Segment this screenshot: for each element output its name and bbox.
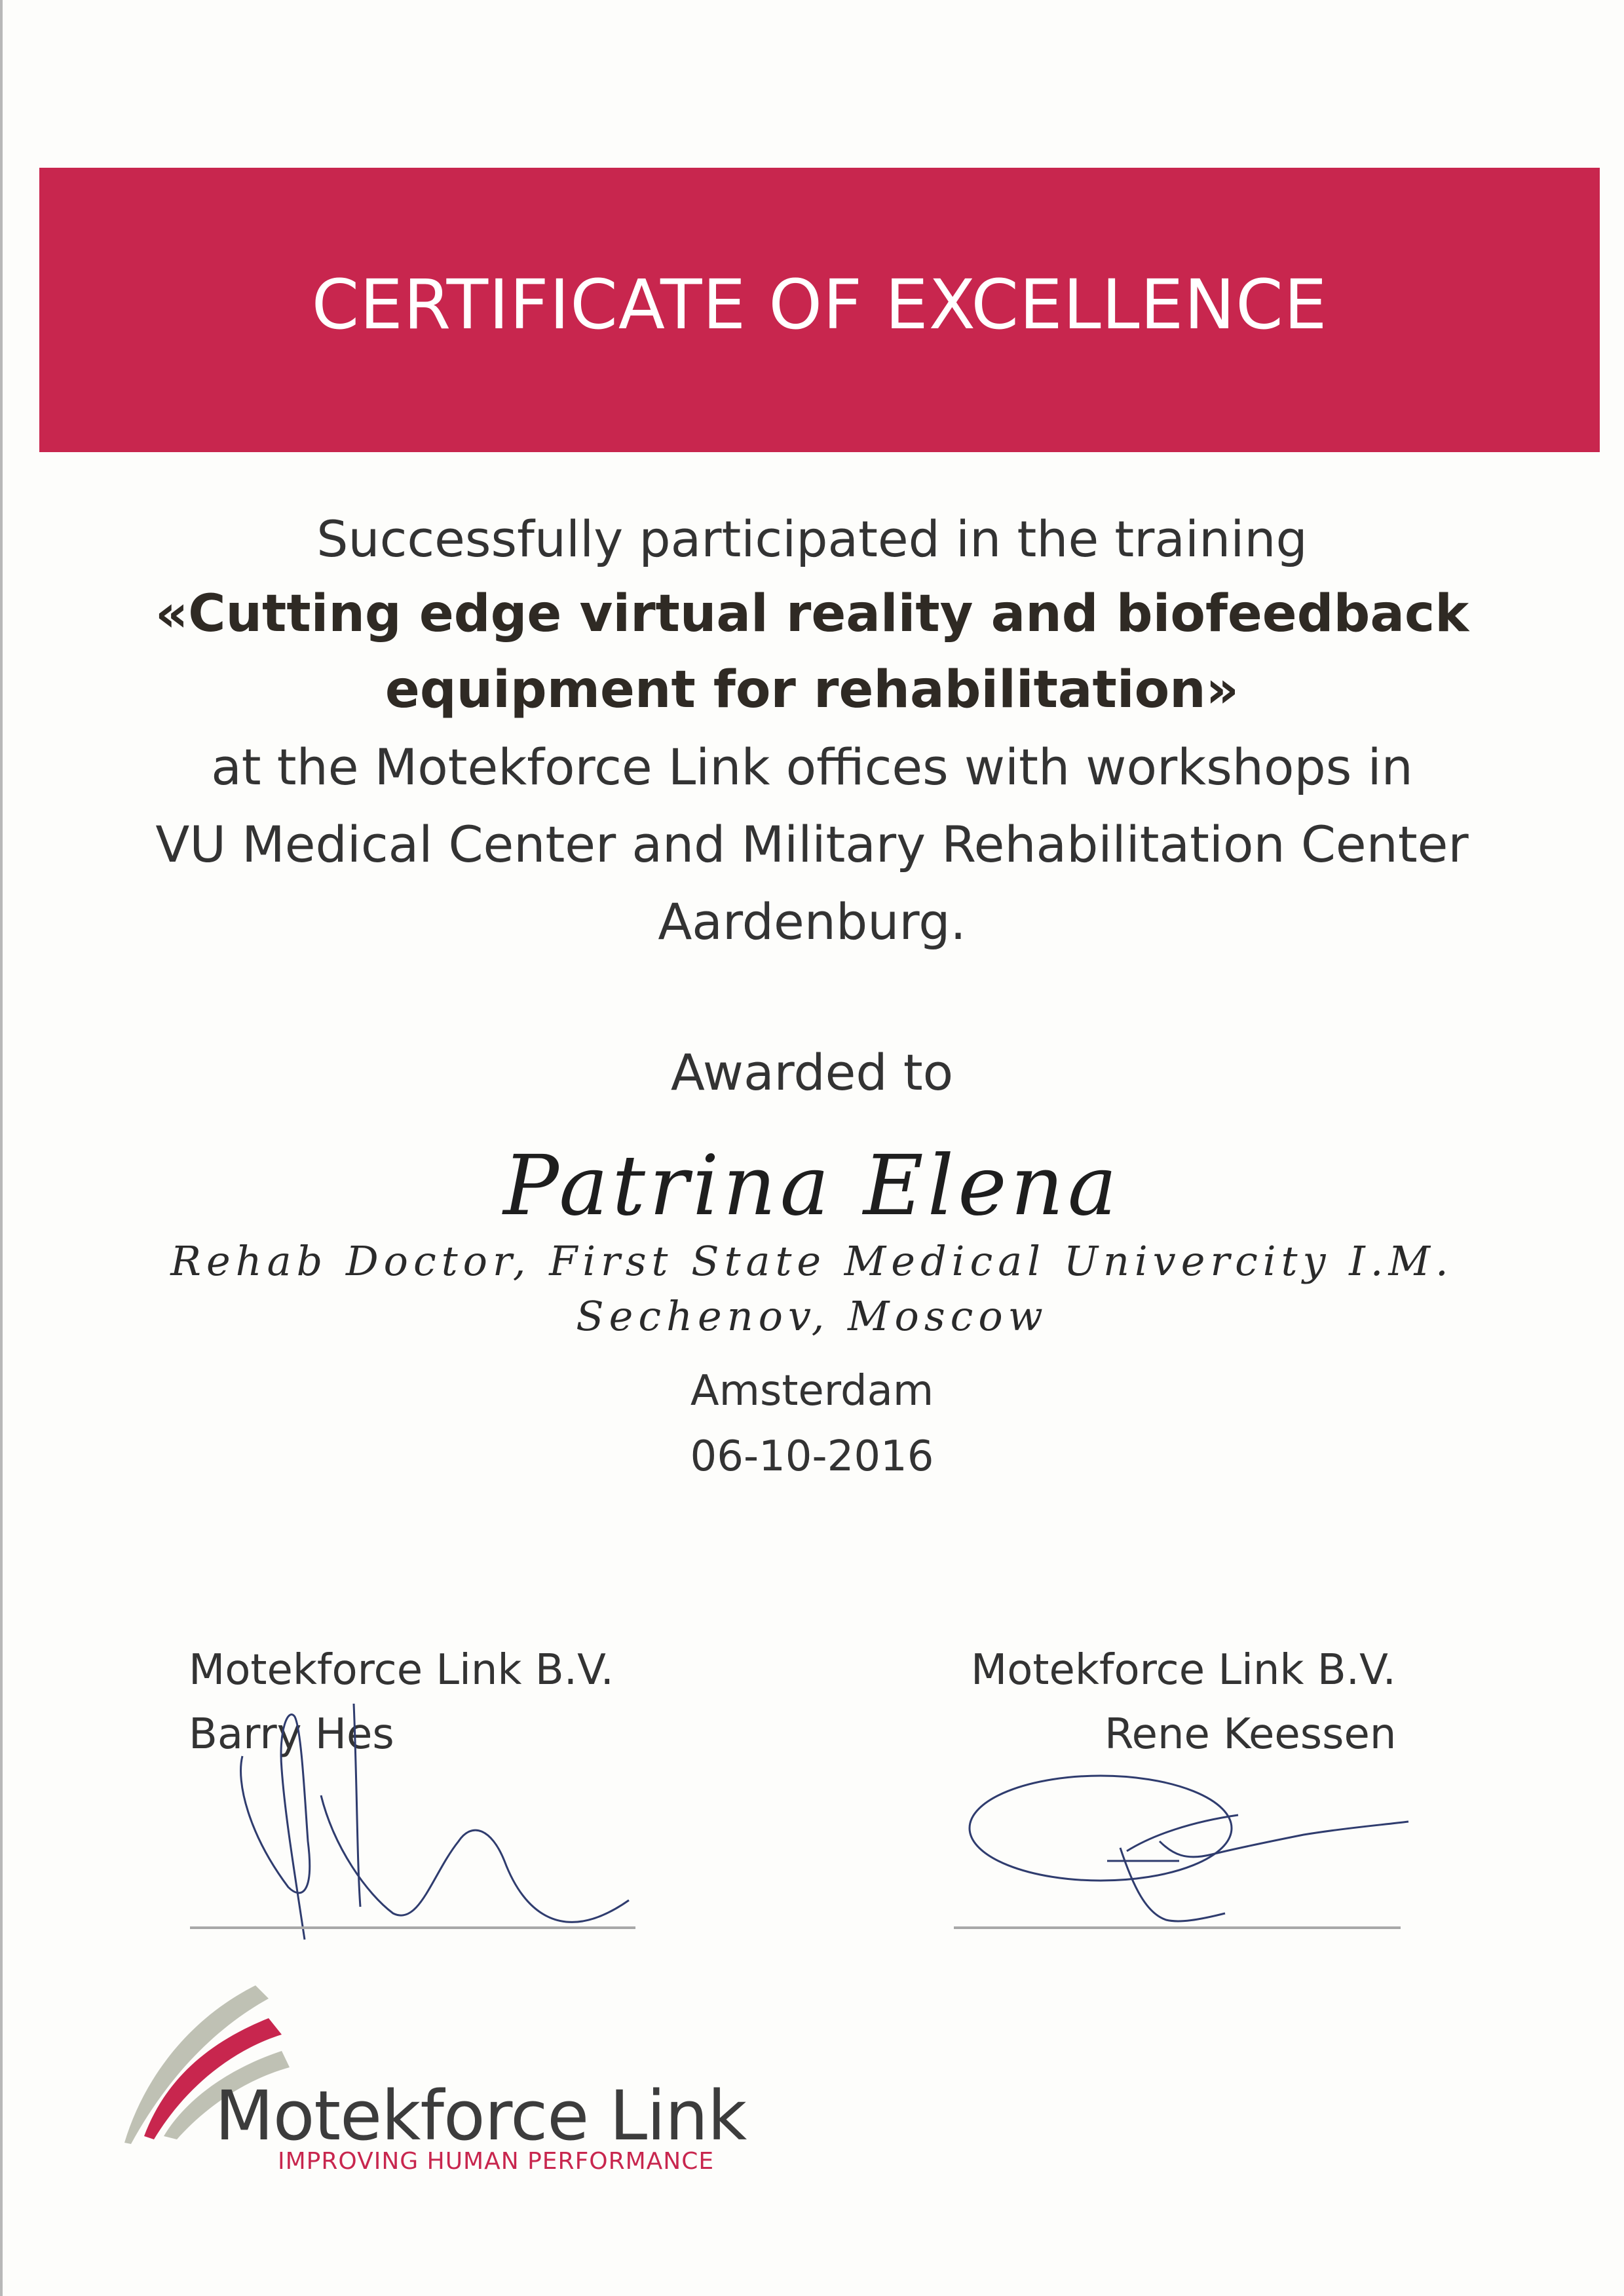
right-signature xyxy=(963,1756,1415,1926)
awarded-label: Awarded to xyxy=(670,1043,954,1101)
location-text-line1: at the Motekforce Link offices with workshops in xyxy=(211,738,1413,796)
recipient-position-line2: Sechenov, Moscow xyxy=(576,1292,1048,1340)
right-signatory-name: Rene Keessen xyxy=(1105,1710,1397,1759)
logo-tagline: IMPROVING HUMAN PERFORMANCE xyxy=(278,2148,715,2175)
issue-date: 06-10-2016 xyxy=(690,1432,934,1481)
title-banner xyxy=(39,168,1600,452)
issue-city: Amsterdam xyxy=(690,1367,934,1415)
right-signatory-company: Motekforce Link B.V. xyxy=(971,1646,1396,1694)
training-title-line1: «Cutting edge virtual reality and biofeedback xyxy=(155,584,1469,643)
location-text-line2: VU Medical Center and Military Rehabilitation Center xyxy=(155,815,1469,873)
left-signature xyxy=(223,1677,655,1953)
recipient-position-line1: Rehab Doctor, First State Medical Univercity I.M. xyxy=(170,1237,1454,1285)
logo-wordmark: Motekforce Link xyxy=(215,2076,747,2156)
location-text-line3: Aardenburg. xyxy=(658,892,966,951)
recipient-name: Patrina Elena xyxy=(503,1138,1121,1234)
left-signature-line xyxy=(190,1926,635,1929)
participation-text: Successfully participated in the training xyxy=(316,510,1308,568)
left-signatory-name: Barry Hes xyxy=(189,1710,394,1759)
training-title-line2: equipment for rehabilitation» xyxy=(385,660,1239,719)
certificate-title: CERTIFICATE OF EXCELLENCE xyxy=(311,265,1328,345)
right-signature-line xyxy=(954,1926,1401,1929)
left-signatory-company: Motekforce Link B.V. xyxy=(189,1646,614,1694)
